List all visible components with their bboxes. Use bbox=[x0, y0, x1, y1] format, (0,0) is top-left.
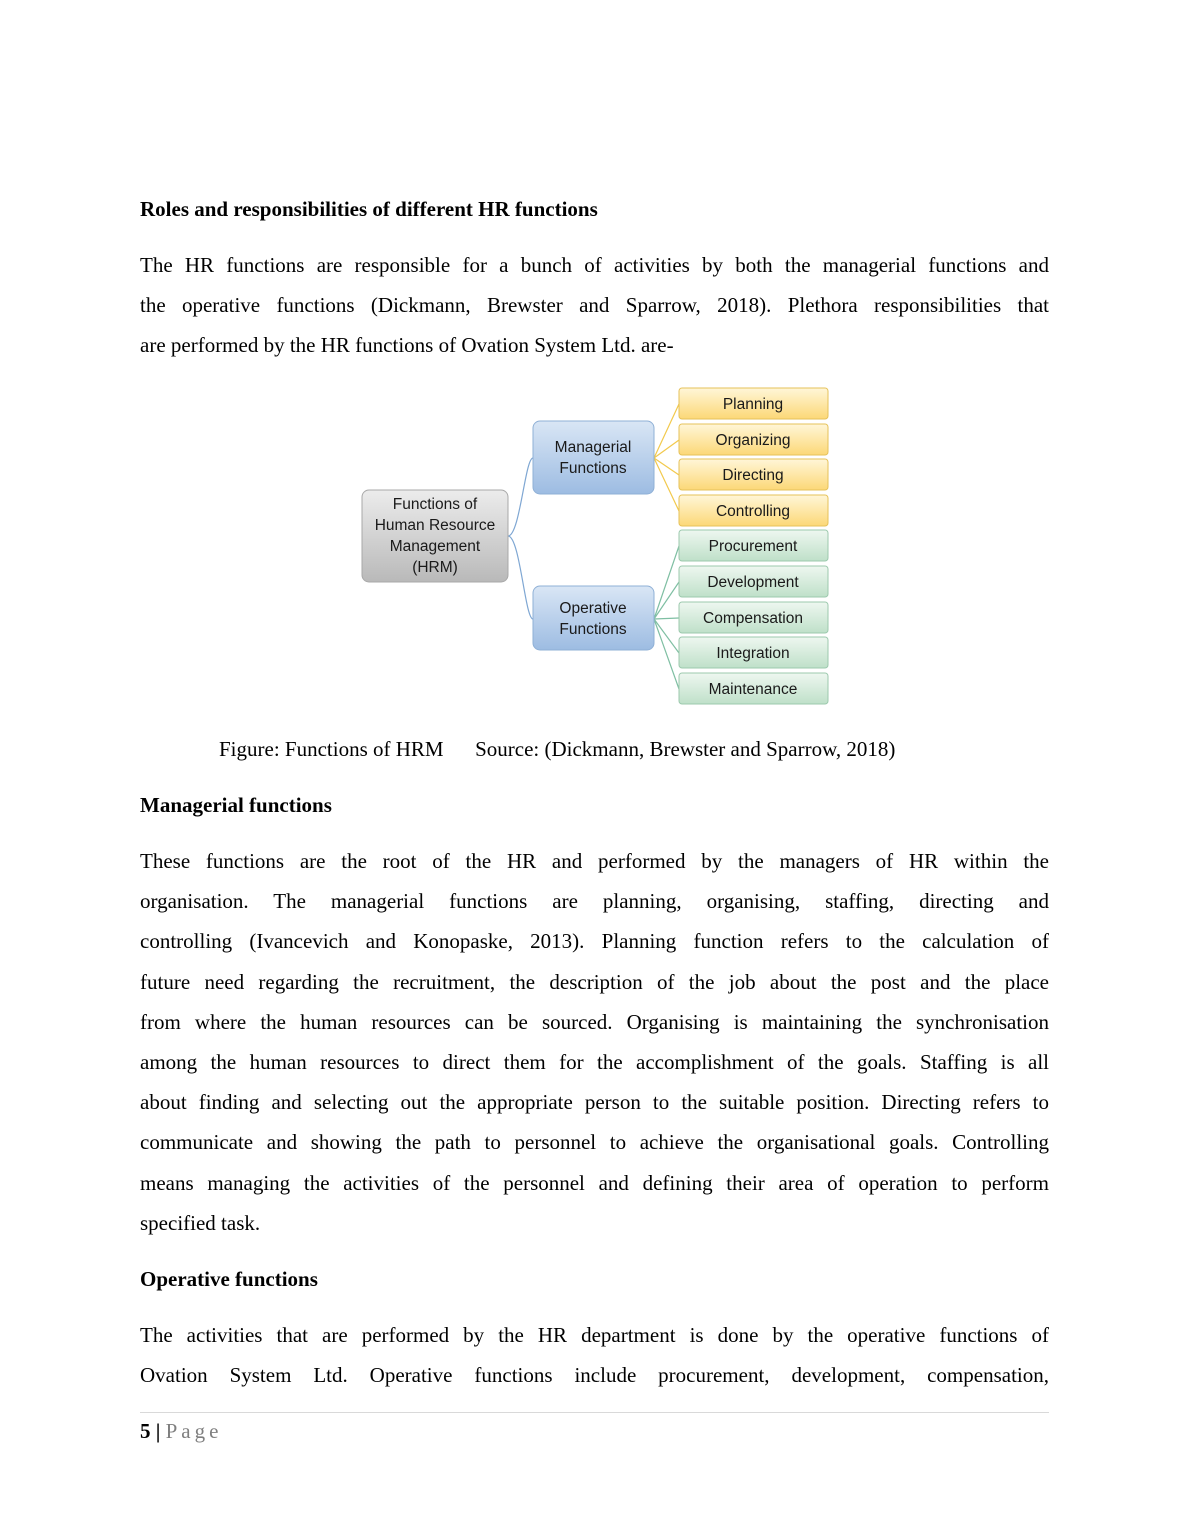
root-node bbox=[362, 490, 508, 582]
paragraph-line: organisation. The managerial functions are planning, organising, staffing, directing and bbox=[140, 889, 1049, 914]
operative-functions-node bbox=[533, 586, 654, 650]
item-controlling: Controlling bbox=[715, 503, 791, 520]
paragraph-line: the operative functions (Dickmann, Brewster and Sparrow, 2018). Plethora responsibilities that bbox=[140, 293, 1049, 318]
paragraph-line: means managing the activities of the personnel and defining their area of operation to perform bbox=[140, 1170, 1049, 1195]
section-heading-operative: Operative functions bbox=[140, 1267, 318, 1291]
root-label-line: Human Resource bbox=[374, 517, 496, 534]
managerial-paragraph bbox=[140, 841, 1049, 1243]
item-organizing: Organizing bbox=[715, 432, 791, 449]
managerial-items bbox=[679, 388, 828, 526]
item-maintenance: Maintenance bbox=[708, 681, 798, 698]
paragraph-line: from where the human resources can be sourced. Organising is maintaining the synchronisation bbox=[140, 1009, 1049, 1034]
item-planning: Planning bbox=[722, 396, 784, 413]
operative-label-line: Operative bbox=[559, 600, 627, 617]
operative-label-line: Functions bbox=[559, 621, 627, 638]
figure-caption bbox=[219, 736, 895, 762]
operative-paragraph bbox=[140, 1315, 1049, 1395]
managerial-functions-node bbox=[533, 421, 654, 494]
root-label-line: Management bbox=[389, 538, 481, 555]
section-heading-roles: Roles and responsibilities of different HR functions bbox=[140, 197, 598, 221]
paragraph-line: Ovation System Ltd. Operative functions include procurement, development, compensation, bbox=[140, 1363, 1049, 1388]
section-heading-managerial: Managerial functions bbox=[140, 793, 332, 817]
paragraph-line: specified task. bbox=[140, 1210, 261, 1235]
root-label-line: Functions of bbox=[392, 496, 478, 513]
caption-figure: Figure: Functions of HRM bbox=[219, 737, 444, 761]
managerial-label-line: Managerial bbox=[554, 439, 632, 456]
root-label-line: (HRM) bbox=[412, 559, 458, 576]
paragraph-line: communicate and showing the path to personnel to achieve the organisational goals. Controlling bbox=[140, 1130, 1049, 1155]
managerial-label-line: Functions bbox=[559, 460, 627, 477]
item-compensation: Compensation bbox=[703, 610, 803, 627]
caption-source: Source: (Dickmann, Brewster and Sparrow, 2018) bbox=[475, 737, 896, 761]
item-development: Development bbox=[707, 574, 799, 591]
page-footer bbox=[140, 1418, 222, 1444]
paragraph-line: about finding and selecting out the appropriate person to the suitable position. Directing refers to bbox=[140, 1090, 1049, 1115]
footer-divider bbox=[140, 1412, 1049, 1413]
operative-items bbox=[679, 530, 828, 704]
item-integration: Integration bbox=[716, 645, 790, 662]
intro-paragraph bbox=[140, 245, 1049, 366]
item-directing: Directing bbox=[722, 467, 784, 484]
footer-separator: | bbox=[155, 1419, 161, 1443]
item-procurement: Procurement bbox=[708, 538, 798, 555]
paragraph-line: controlling (Ivancevich and Konopaske, 2013). Planning function refers to the calculation of bbox=[140, 929, 1049, 954]
paragraph-line: These functions are the root of the HR and performed by the managers of HR within the bbox=[140, 849, 1049, 873]
page-number: 5 bbox=[140, 1419, 151, 1443]
paragraph-line: future need regarding the recruitment, the description of the job about the post and the place bbox=[140, 969, 1049, 994]
page-word: Page bbox=[165, 1419, 223, 1443]
paragraph-line: The HR functions are responsible for a bunch of activities by both the managerial functions and bbox=[140, 253, 1049, 277]
paragraph-line: among the human resources to direct them for the accomplishment of the goals. Staffing is all bbox=[140, 1050, 1049, 1075]
hrm-functions-diagram bbox=[355, 384, 835, 712]
paragraph-line: The activities that are performed by the HR department is done by the operative functions of bbox=[140, 1323, 1049, 1347]
paragraph-line: are performed by the HR functions of Ovation System Ltd. are- bbox=[140, 333, 674, 358]
